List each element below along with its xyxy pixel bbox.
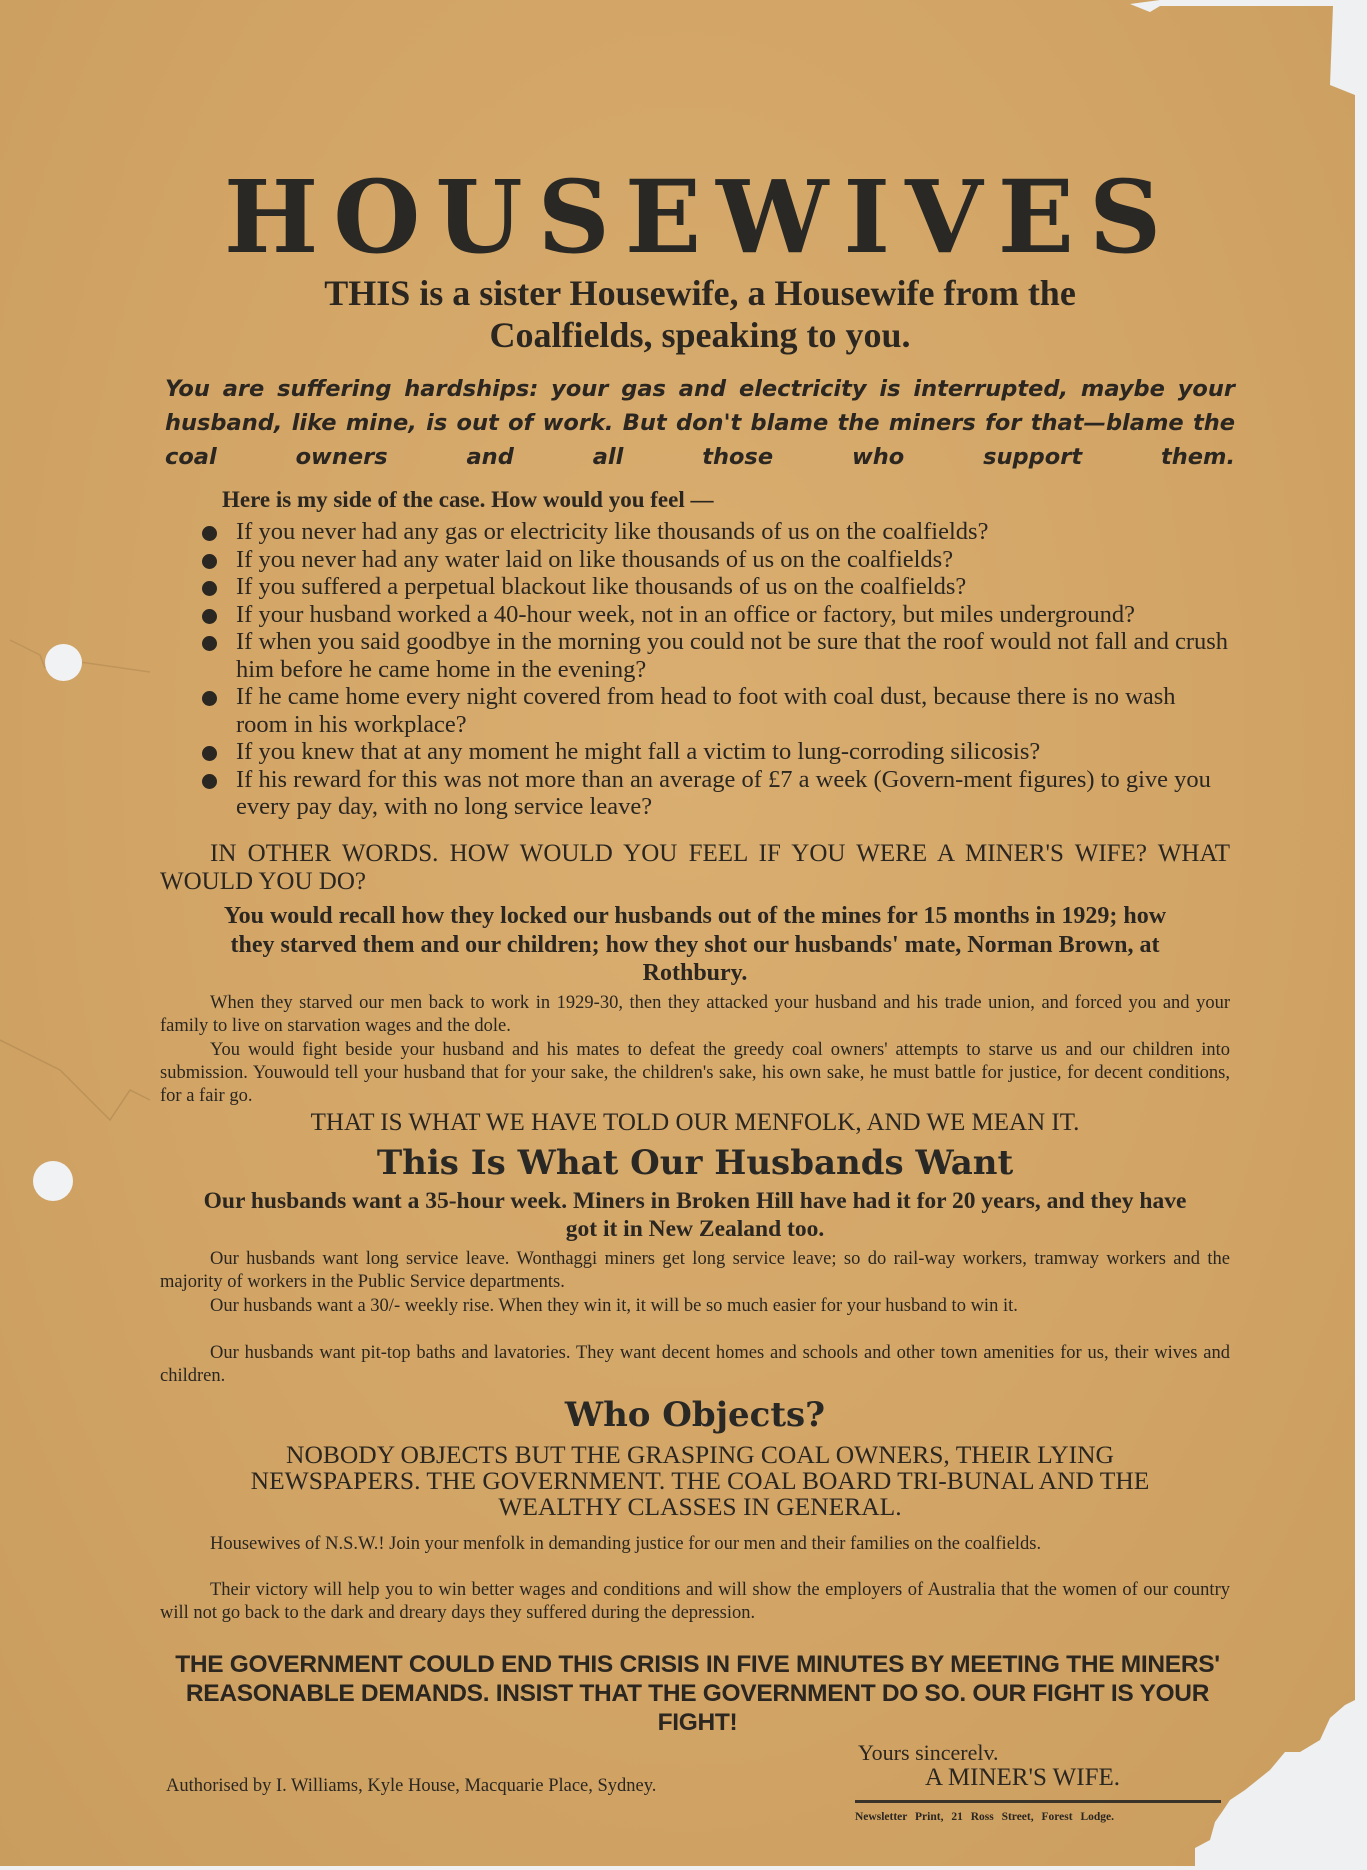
starved-paragraph: When they starved our men back to work in 1929-30, then they attacked your husband and his trade union, and forced you and your family to live on starvation wages and the dole. [160,993,1230,1036]
subtitle [260,272,1140,356]
government-demand: THE GOVERNMENT COULD END THIS CRISIS IN FIVE MINUTES BY MEETING THE MINERS' REASONABLE DEMANDS. INSIST THAT THE GOVERNMENT DO SO. OUR FIGHT IS YOUR FIGHT! [175,1651,1220,1736]
lead-paragraph: You are suffering hardships: your gas and electricity is interrupted, maybe your husband, like mine, is out of work. But don't blame the miners for that—blame the coal owners and all those who support them. [165,376,1235,470]
want-rise-paragraph: Our husbands want a 30/- weekly rise. When they win it, it will be so much easier for your husband to win it. [210,1296,1018,1316]
bullet-text: If you suffered a perpetual blackout like thousands of us on the coalfields? [236,573,967,600]
bullet-text: If when you said goodbye in the morning you could not be sure that the roof would not fall and crush him before he came home in the evening? [236,628,1229,683]
closing-salutation: Yours sincerelv. [858,1740,999,1765]
bullet-icon [202,774,217,789]
who-objects-heading: Who Objects? [564,1395,826,1435]
bullet-item [200,546,1230,574]
husbands-want-heading: This Is What Our Husbands Want [376,1143,1014,1183]
bullet-text: If his reward for this was not more than an average of £7 a week (Govern-ment figures) to give you every pay day, with no long service leave? [236,765,1211,820]
fight-paragraph: You would fight beside your husband and his mates to defeat the greedy coal owners' attempts to starve us and our children into submission. Youwould tell your husband that for your sake, the children's sake, his own sake, he must battle for justice, for decent conditions, for a fair go. [160,1040,1230,1106]
bullet-text: If your husband worked a 40-hour week, not in an office or factory, but miles underground? [236,600,1135,628]
bullet-text: If he came home every night covered from head to foot with coal dust, because there is no wash room in his workplace? [236,683,1176,738]
bullet-icon [202,609,217,624]
want-leave-paragraph: Our husbands want long service leave. Wonthaggi miners get long service leave; so do rail-way workers, tramway workers and the majority of workers in the Public Service departments. [160,1249,1230,1292]
bullet-icon [202,554,217,569]
case-intro: Here is my side of the case. How would you feel — [222,487,714,512]
signature: A MINER'S WIFE. [925,1764,1121,1791]
bullet-text: If you never had any water laid on like thousands of us on the coalfields? [236,545,954,573]
punch-hole-upper [45,644,82,681]
in-other-words: IN OTHER WORDS. HOW WOULD YOU FEEL IF YOU WERE A MINER'S WIFE? WHAT WOULD YOU DO? [160,840,1230,895]
bullet-icon [202,746,217,761]
join-paragraph: Housewives of N.S.W.! Join your menfolk in demanding justice for our men and their families on the coalfields. [210,1534,1042,1554]
want-35-hour-paragraph: Our husbands want a 35-hour week. Miners in Broken Hill have had it for 20 years, and they have got it in New Zealand too. [203,1188,1187,1242]
bullet-item [200,738,1230,766]
told-statement: THAT IS WHAT WE HAVE TOLD OUR MENFOLK, AND WE MEAN IT. [310,1109,1080,1136]
bullet-icon [202,636,217,651]
bullet-item [200,683,1230,738]
recall-paragraph: You would recall how they locked our husbands out of the mines for 15 months in 1929; how they starved them and our children; how they shot our husbands' mate, Norman Brown, at Rothbury. [223,903,1167,986]
document-title: HOUSEWIVES [223,158,1177,276]
bullet-item [200,601,1230,629]
bullet-icon [202,691,217,706]
bottom-edge [0,1866,1367,1870]
bullet-item [200,573,1230,601]
nobody-objects-paragraph: NOBODY OBJECTS BUT THE GRASPING COAL OWNERS, THEIR LYING NEWSPAPERS. THE GOVERNMENT. THE COAL BOARD TRI-BUNAL AND THE WEALTHY CLASSES IN GENERAL. [250,1440,1150,1521]
want-baths-paragraph: Our husbands want pit-top baths and lavatories. They want decent homes and schools and other town amenities for us, their wives and children. [160,1343,1230,1386]
bullet-text: If you knew that at any moment he might fall a victim to lung-corroding silicosis? [236,738,1041,765]
authorisation-note: Authorised by I. Williams, Kyle House, Macquarie Place, Sydney. [166,1776,657,1796]
bullet-item [200,766,1230,821]
subtitle-text: THIS is a sister Housewife, a Housewife from the Coalfields, speaking to you. [324,273,1076,355]
bullet-icon [202,581,217,596]
bullet-item [200,628,1230,683]
signature-rule [855,1800,1221,1803]
crease-left [0,1040,150,1120]
victory-paragraph: Their victory will help you to win better wages and conditions and will show the employers of Australia that the women of our country will not go back to the dark and dreary days they suffered during the depression. [160,1580,1230,1623]
bullet-list [200,518,1230,821]
bullet-text: If you never had any gas or electricity like thousands of us on the coalfields? [236,518,989,545]
bullet-item [200,518,1230,546]
printer-imprint: Newsletter Print, 21 Ross Street, Forest Lodge. [855,1811,1114,1823]
punch-hole-lower [33,1161,73,1201]
bullet-icon [202,526,217,541]
